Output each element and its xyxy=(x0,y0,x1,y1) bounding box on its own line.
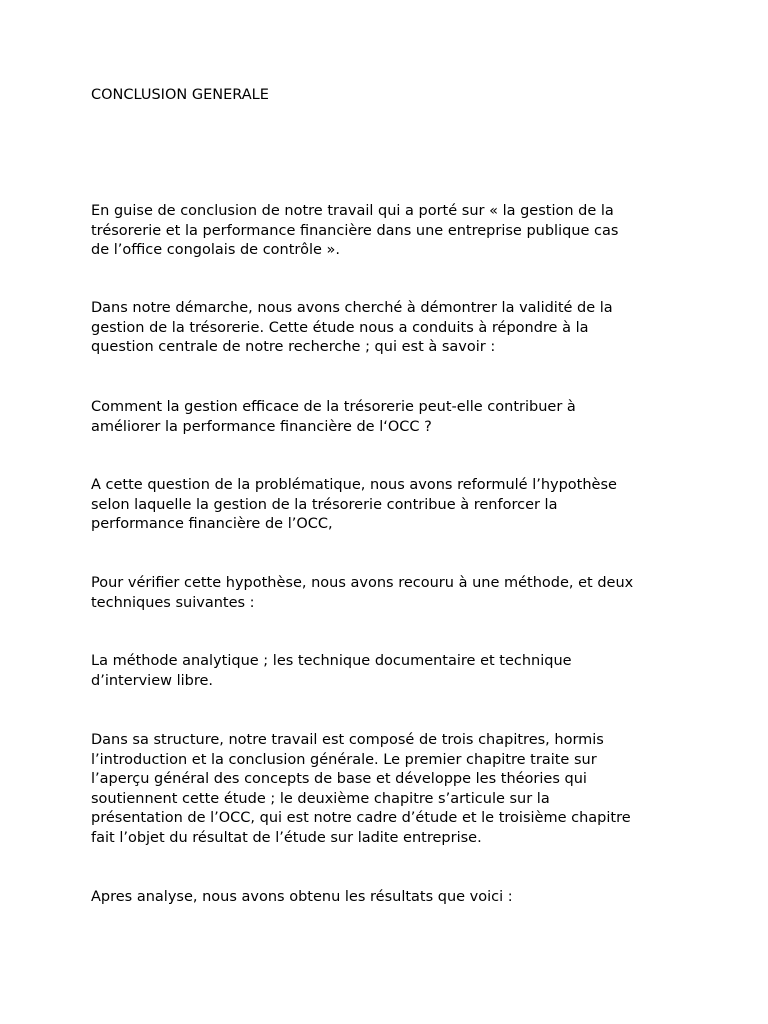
paragraph-methods: La méthode analytique ; les technique documentaire et technique d’interview libre. xyxy=(91,653,572,689)
paragraph-introduction: En guise de conclusion de notre travail qui a porté sur « la gestion de la trésorerie et la performance financière dans une entreprise publique cas de l’office congolais de contrôle ». xyxy=(91,203,619,258)
paragraph-research-question: Comment la gestion efficace de la trésorerie peut-elle contribuer à améliorer la performance financière de l‘OCC ? xyxy=(91,399,576,435)
paragraph-results-intro: Apres analyse, nous avons obtenu les résultats que voici : xyxy=(91,889,513,905)
paragraph-approach: Dans notre démarche, nous avons cherché à démontrer la validité de la gestion de la trésorerie. Cette étude nous a conduits à répondre à la question centrale de notre recherche ; qui est à savoir : xyxy=(91,300,613,355)
paragraph-structure: Dans sa structure, notre travail est composé de trois chapitres, hormis l’introduction et la conclusion générale. Le premier chapitre traite sur l’aperçu général des concepts de base et développe les théories qui soutiennent cette étude ; le deuxième chapitre s’articule sur la présentation de l’OCC, qui est notre cadre d’étude et le troisième chapitre fait l’objet du résultat de l’étude sur ladite entreprise. xyxy=(91,732,631,846)
document-title: CONCLUSION GENERALE xyxy=(91,87,269,103)
paragraph-verification: Pour vérifier cette hypothèse, nous avons recouru à une méthode, et deux techniques suivantes : xyxy=(91,575,634,611)
paragraph-hypothesis: A cette question de la problématique, nous avons reformulé l’hypothèse selon laquelle la gestion de la trésorerie contribue à renforcer la performance financière de l’OCC, xyxy=(91,477,617,532)
